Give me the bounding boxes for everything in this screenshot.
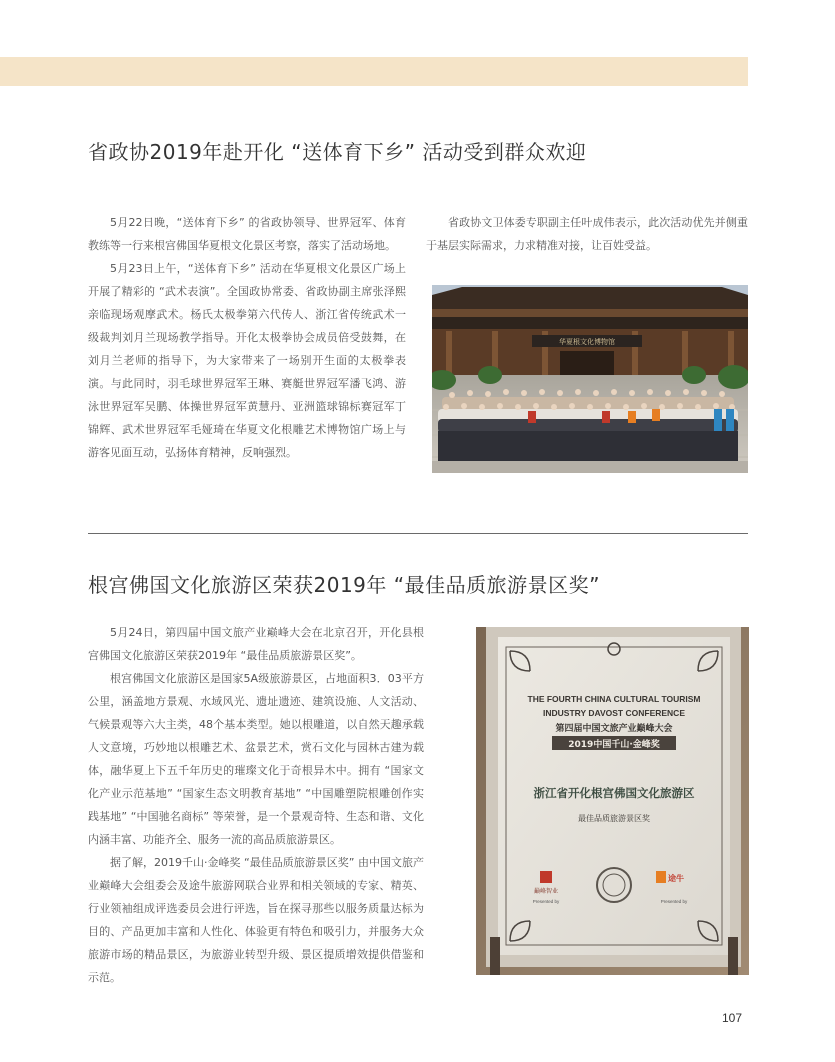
paragraph: 据了解，2019千山·金峰奖 “最佳品质旅游景区奖” 由中国文旅产业巅峰大会组委会及途牛旅游网联合业界和相关领域的专家、精英、行业领袖组成评选委员会进行评选，旨在探寻那些以服务质量达标为目的、产品更加丰富和人性化、体验更有特色和吸引力，并服务大众旅游市场的精品景区，为旅游业转型升级、景区提质增效提供借鉴和示范。 (88, 856, 424, 984)
paragraph: 5月24日，第四届中国文旅产业巅峰大会在北京召开，开化县根宫佛国文化旅游区荣获2019年 “最佳品质旅游景区奖”。 (88, 626, 424, 662)
article-title-2: 根宫佛国文化旅游区荣获2019年 “最佳品质旅游景区奖” (88, 573, 600, 597)
article1-column-left (88, 211, 406, 464)
plaque-conference-name: 第四届中国文旅产业巅峰大会 (555, 724, 673, 734)
article2-body (88, 621, 424, 989)
svg-text:巅峰智业: 巅峰智业 (533, 888, 559, 895)
svg-text:Presented by: Presented by (660, 899, 688, 904)
paragraph: 5月23日上午，“送体育下乡” 活动在华夏根文化景区广场上开展了精彩的 “武术表演”。全国政协常委、省政协副主席张泽熙亲临现场观摩武术。杨氏太极拳第六代传人、浙江省传统武术一级裁判刘月兰现场教学指导。开化太极拳协会成员倍受鼓舞，在刘月兰老师的指导下，为大家带来了一场别开生面的太极拳表演。与此同时，羽毛球世界冠军王琳、赛艇世界冠军潘飞鸿、游泳世界冠军吴鹏、体操世界冠军黄慧丹、亚洲篮球锦标赛冠军丁锦辉、武术世界冠军毛娅琦在华夏文化根雕艺术博物馆广场上与游客见面互动，弘扬体育精神，反响强烈。 (88, 262, 406, 459)
building-sign: 华夏根文化博物馆 (559, 338, 615, 346)
page-number: 107 (722, 1011, 743, 1025)
plaque-award-year: 2019中国千山·金峰奖 (568, 740, 660, 750)
award-plaque-photo (476, 627, 749, 975)
plaque-award-name: 最佳品质旅游景区奖 (578, 814, 650, 823)
plaque-english-line-2: INDUSTRY DAVOST CONFERENCE (543, 708, 685, 718)
paragraph: 5月22日晚，“送体育下乡” 的省政协领导、世界冠军、体育教练等一行来根宫佛国华夏根文化景区考察，落实了活动场地。 (88, 216, 406, 252)
group-photo (432, 285, 748, 473)
svg-text:Presented by: Presented by (532, 899, 560, 904)
paragraph: 省政协文卫体委专职副主任叶成伟表示，此次活动优先并侧重于基层实际需求，力求精准对接，让百姓受益。 (426, 216, 748, 252)
header-band (0, 57, 748, 86)
section-divider (88, 533, 748, 534)
paragraph: 根宫佛国文化旅游区是国家5A级旅游景区，占地面积3．03平方公里，涵盖地方景观、水域风光、遗址遗迹、建筑设施、人文活动、气候景观等六大主类，48个基本类型。她以根雕道，以自然天趣承载人文意境，巧妙地以根雕艺术、盆景艺术，赏石文化与园林古建为载体，融华夏上下五千年历史的璀璨文化于奇根异木中。拥有 “国家文化产业示范基地” “国家生态文明教育基地” “中国雕塑院根雕创作实践基地” “中国驰名商标” 等荣誉，是一个景观奇特、生态和谐、文化内涵丰富、功能齐全、服务一流的高品质旅游景区。 (88, 672, 424, 846)
plaque-recipient: 浙江省开化根宫佛国文化旅游区 (533, 786, 695, 800)
article1-column-right (426, 211, 748, 257)
svg-text:途牛: 途牛 (668, 874, 684, 883)
article-title-1: 省政协2019年赴开化 “送体育下乡” 活动受到群众欢迎 (88, 140, 587, 164)
plaque-english-line-1: THE FOURTH CHINA CULTURAL TOURISM (527, 694, 701, 704)
